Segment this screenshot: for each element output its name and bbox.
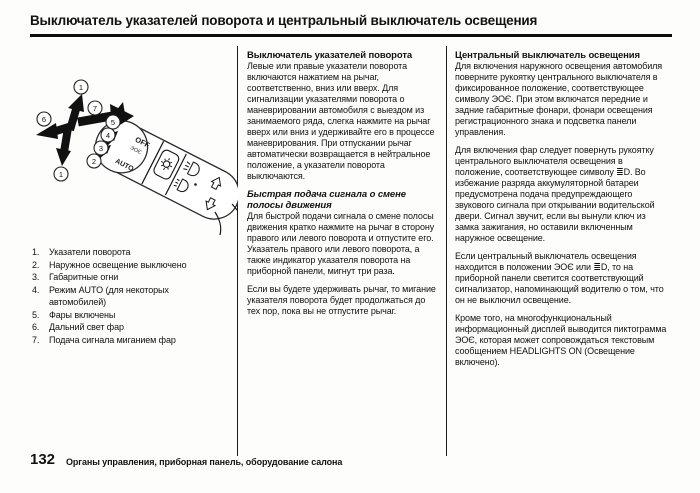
legend-item: [32, 321, 228, 334]
body-paragraph: Для включения фар следует повернуть рукоятку центрального выключателя освещения в положение, соответствующее символу ≣D. Во избежание разряда аккумуляторной батареи предусмотрена подача предупреждающего звукового сигнала при открывании водительской двери. Сигнал звучит, если вы вынули ключ из замка зажигания, но оставили включенным наружное освещение.: [455, 145, 655, 243]
body-paragraph: Для включения наружного освещения автомобиля поверните рукоятку центрального выключателя в фиксированное положение, соответствующее символу ЭОЄ. При этом включатся передние и задние габаритные фонари, фонари освещения регистрационного знака и подсветка панели управления.: [455, 61, 663, 137]
section-heading: Центральный выключатель освещения: [455, 50, 640, 61]
legend-item-label: Наружное освещение выключено: [49, 259, 187, 270]
callout-1-bottom: [54, 167, 68, 181]
knob-auto-label: AUTO: [113, 157, 135, 174]
svg-text:4: 4: [105, 131, 111, 140]
body-paragraph: Для быстрой подачи сигнала о смене полосы движения кратко нажмите на рычаг в сторону правого или левого поворота и отпустите его. Указатель правого или левого поворота, а также индикатор указателя поворота на приборной панели, мигнут три раза.: [247, 211, 435, 276]
position-lamps-icon: ЭОЄ: [128, 145, 143, 156]
callout-3: [94, 141, 108, 155]
page-title: Выключатель указателей поворота и центральный выключатель освещения: [30, 13, 538, 28]
control-stalk-diagram: [26, 56, 238, 244]
legend-item-number: 2.: [32, 259, 40, 270]
section-heading: Выключатель указателей поворота: [247, 50, 413, 61]
svg-text:1: 1: [58, 170, 64, 179]
legend-item-number: 7.: [32, 334, 40, 345]
section-master-light-switch: [455, 50, 671, 375]
legend-item-label: Указатели поворота: [49, 247, 131, 257]
svg-text:2: 2: [91, 157, 97, 166]
svg-text:3: 3: [98, 144, 104, 153]
callout-6: [37, 112, 51, 126]
legend-item-number: 6.: [32, 322, 40, 332]
legend-item: [32, 284, 228, 309]
callout-2: [87, 154, 101, 168]
section-turn-signal-switch: [247, 50, 438, 324]
legend-item-number: 5.: [32, 309, 40, 320]
legend-item-label: Дальний свет фар: [49, 322, 124, 332]
title-rule: [30, 34, 672, 37]
callout-5: [106, 115, 120, 129]
svg-text:1: 1: [78, 83, 84, 92]
legend-item-number: 4.: [32, 284, 40, 295]
column-divider-right: [446, 46, 447, 456]
legend-item-label: Подача сигнала миганием фар: [49, 334, 176, 345]
body-paragraph: Кроме того, на многофункциональный информационный дисплей выводится пиктограмма ЭОЄ, которая может сопровождаться текстовым сообщением HEADLIGHTS ON (Освещение включено).: [455, 313, 667, 367]
legend-item: [32, 246, 228, 259]
body-paragraph: Если вы будете удерживать рычаг, то мигание указателя поворота будет продолжаться до тех пор, пока вы не отпустите рычаг.: [247, 284, 436, 316]
svg-text:5: 5: [110, 118, 116, 127]
callout-1-top: [74, 80, 88, 94]
legend-item-number: 3.: [32, 272, 40, 282]
subsection-heading: Быстрая подача сигнала о смене полосы движения: [247, 189, 406, 211]
callout-7: [88, 101, 102, 115]
page-number: 132: [30, 451, 56, 468]
legend-item: [32, 309, 228, 322]
legend-item-label: Габаритные огни: [49, 272, 119, 282]
knob-off-label: OFF: [133, 134, 152, 150]
legend-item-label: Режим AUTO (для некоторых автомобилей): [49, 284, 169, 307]
legend-item: [32, 271, 228, 284]
svg-text:7: 7: [92, 104, 98, 113]
stalk-illustration: [26, 56, 238, 244]
diagram-legend: [32, 246, 228, 346]
svg-text:6: 6: [41, 115, 47, 124]
legend-item-label: Фары включены: [49, 309, 116, 320]
callout-4: [101, 128, 115, 142]
legend-item: [32, 259, 228, 272]
legend-item-number: 1.: [32, 247, 40, 257]
body-paragraph: Если центральный выключатель освещения находится в положении ЭОЄ или ≣D, то на приборной панели светится соответствующий сигнализатор, напоминающий водителю о том, что он не выключил освещение.: [455, 251, 664, 305]
body-paragraph: Левые или правые указатели поворота включаются нажатием на рычаг, соответственно, вниз или вверх. Для сигнализации указателями поворота о маневрировании автомобиля с выездом из занимаемого ряда, слегка нажмите на рычаг вверх или вниз и удерживайте его в процессе маневрирования. При отпускании рычаг автоматически возвращается в нейтральное положение, а указатели поворота выключаются.: [247, 61, 435, 181]
footer-section-title: Органы управления, приборная панель, оборудование салона: [66, 457, 343, 467]
legend-item: [32, 334, 228, 347]
